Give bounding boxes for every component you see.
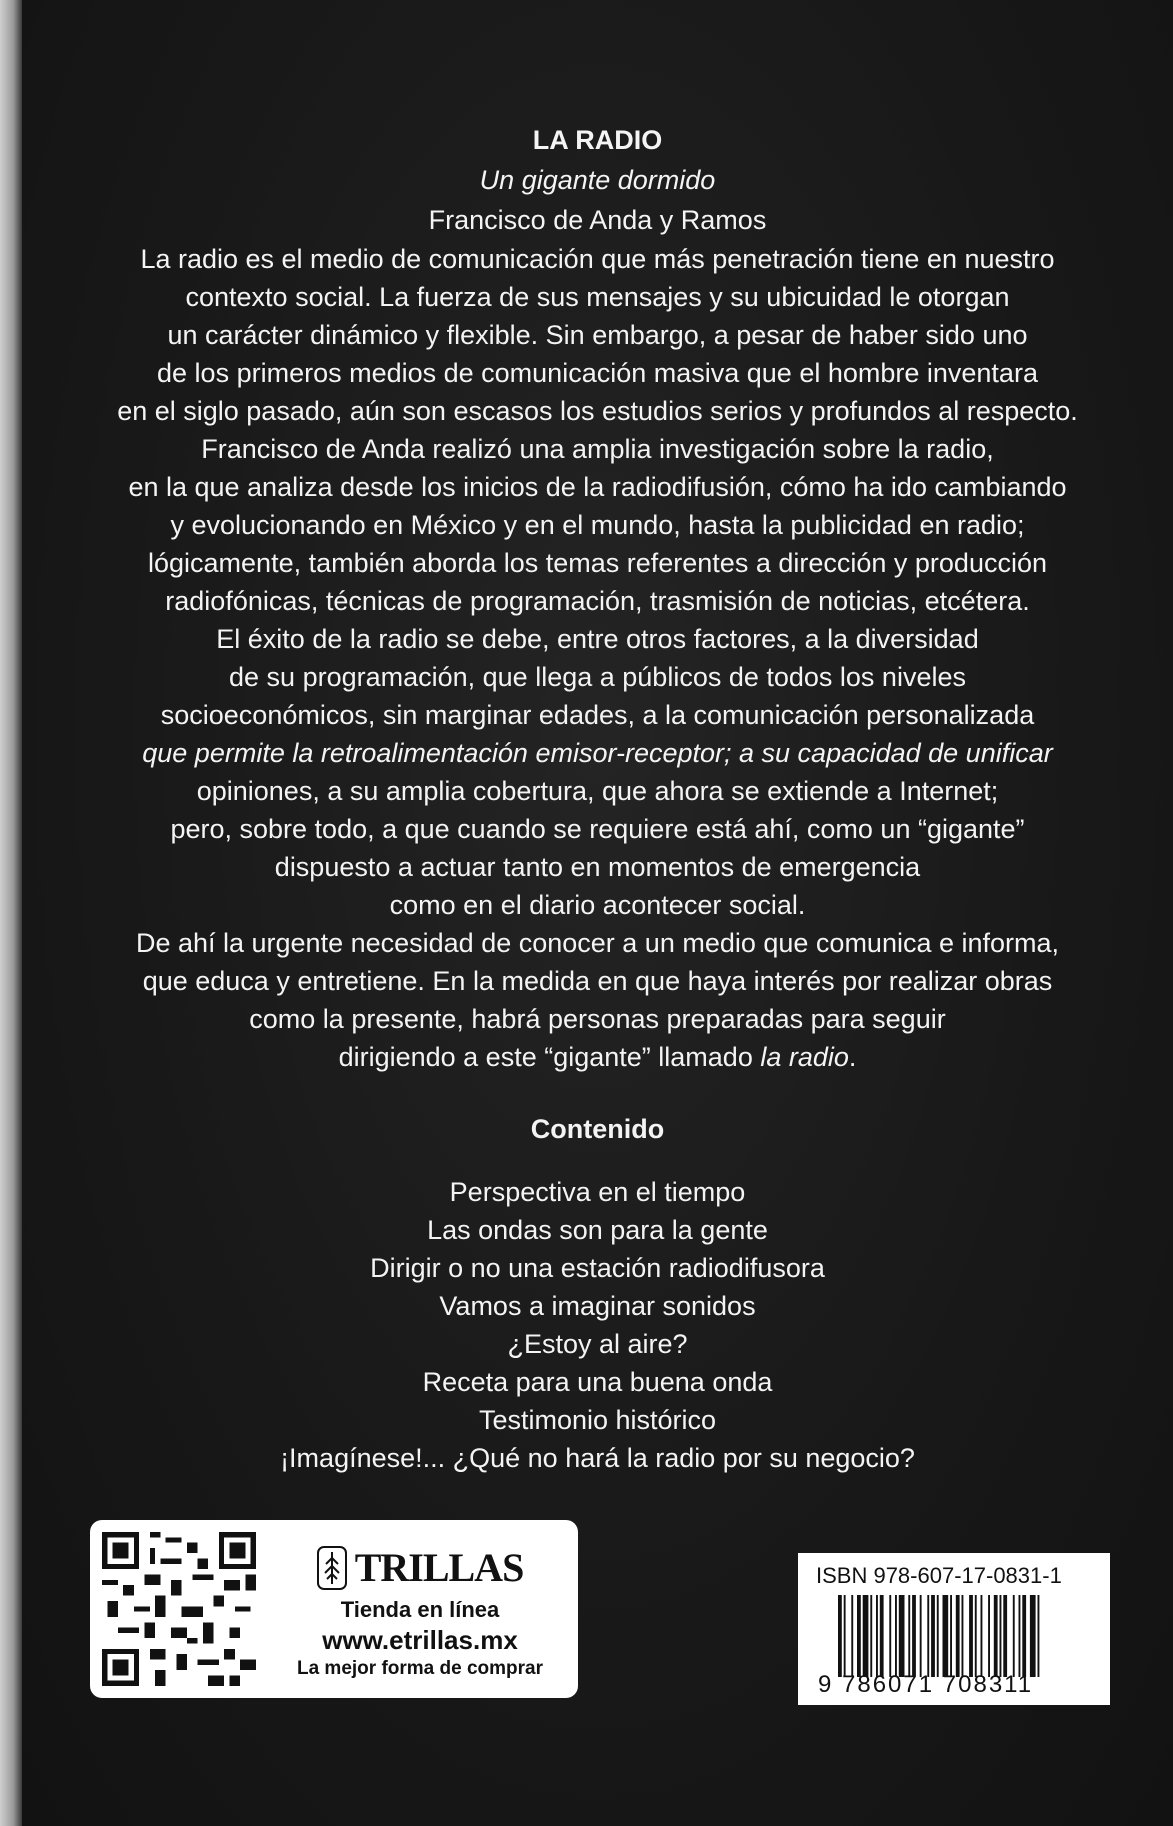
book-subtitle: Un gigante dormido <box>479 165 716 195</box>
contents-heading: Contenido <box>530 1114 665 1144</box>
isbn-number: ISBN 978-607-17-0831-1 <box>816 1563 1062 1588</box>
book-title: LA RADIO <box>532 125 663 155</box>
description-line: dispuesto a actuar tanto en momentos de emergencia <box>274 852 921 882</box>
description-line: Francisco de Anda realizó una amplia investigación sobre la radio, <box>201 434 994 464</box>
contents-item: Vamos a imaginar sonidos <box>439 1291 756 1321</box>
isbn-label <box>798 1553 1110 1705</box>
back-cover <box>22 0 1173 1826</box>
contents-item: Perspectiva en el tiempo <box>449 1177 746 1207</box>
contents-item: Dirigir o no una estación radiodifusora <box>370 1253 825 1283</box>
description-line: de su programación, que llega a públicos de todos los niveles <box>229 662 966 692</box>
description-line: como la presente, habrá personas preparadas para seguir <box>249 1004 946 1034</box>
contents-item: Testimonio histórico <box>478 1405 717 1435</box>
store-url[interactable]: www.etrillas.mx <box>322 1625 518 1655</box>
contents-item: Receta para una buena onda <box>422 1367 773 1397</box>
store-slogan: La mejor forma de comprar <box>296 1658 544 1679</box>
description-line: De ahí la urgente necesidad de conocer a un medio que comunica e informa, <box>135 928 1060 958</box>
barcode-icon <box>838 1595 1093 1677</box>
description-line: opiniones, a su amplia cobertura, que ahora se extiende a Internet; <box>196 776 999 806</box>
description-line: lógicamente, también aborda los temas referentes a dirección y producción <box>148 548 1047 578</box>
description-line: pero, sobre todo, a que cuando se requiere está ahí, como un “gigante” <box>170 814 1025 844</box>
last-line-italic: la radio <box>760 1042 849 1072</box>
trillas-logo-icon <box>317 1546 347 1590</box>
contents-list <box>22 1173 1173 1477</box>
publisher-brand <box>270 1544 570 1591</box>
description-line: de los primeros medios de comunicación masiva que el hombre inventara <box>157 358 1038 388</box>
page-edge <box>0 0 22 1826</box>
publisher-promo-label <box>90 1520 578 1698</box>
qr-code-icon[interactable] <box>102 1532 256 1686</box>
publisher-name: TRILLAS <box>354 1545 524 1590</box>
last-line-suffix: . <box>848 1042 857 1072</box>
contents-item: ¡Imagínese!... ¿Qué no hará la radio por su negocio? <box>280 1443 915 1473</box>
description-line: y evolucionando en México y en el mundo, hasta la publicidad en radio; <box>170 510 1025 540</box>
description-line: contexto social. La fuerza de sus mensajes y su ubicuidad le otorgan <box>185 282 1010 312</box>
description <box>22 240 1173 1076</box>
description-line: socioeconómicos, sin marginar edades, a la comunicación personalizada <box>160 700 1035 730</box>
description-line: en el siglo pasado, aún son escasos los estudios serios y profundos al respecto. <box>117 396 1078 426</box>
description-line: que permite la retroalimentación emisor-receptor; a su capacidad de unificar <box>142 738 1053 768</box>
publisher-info <box>270 1540 570 1680</box>
description-line: que educa y entretiene. En la medida en que haya interés por realizar obras <box>142 966 1053 996</box>
contents-item: ¿Estoy al aire? <box>507 1329 688 1359</box>
description-line: como en el diario acontecer social. <box>389 890 806 920</box>
description-line: un carácter dinámico y flexible. Sin embargo, a pesar de haber sido uno <box>167 320 1028 350</box>
contents-item: Las ondas son para la gente <box>427 1215 768 1245</box>
store-label: Tienda en línea <box>340 1597 500 1622</box>
cover-text <box>22 120 1173 1477</box>
description-line: La radio es el medio de comunicación que más penetración tiene en nuestro <box>140 244 1055 274</box>
description-line: radiofónicas, técnicas de programación, trasmisión de noticias, etcétera. <box>165 586 1030 616</box>
description-line: El éxito de la radio se debe, entre otros factores, a la diversidad <box>216 624 979 654</box>
last-line-prefix: dirigiendo a este “gigante” llamado <box>338 1042 761 1072</box>
book-author: Francisco de Anda y Ramos <box>428 205 767 235</box>
barcode-digits: 9 786071 708311 <box>818 1671 1034 1698</box>
description-last-line <box>22 1038 1173 1076</box>
description-line: en la que analiza desde los inicios de la radiodifusión, cómo ha ido cambiando <box>128 472 1067 502</box>
